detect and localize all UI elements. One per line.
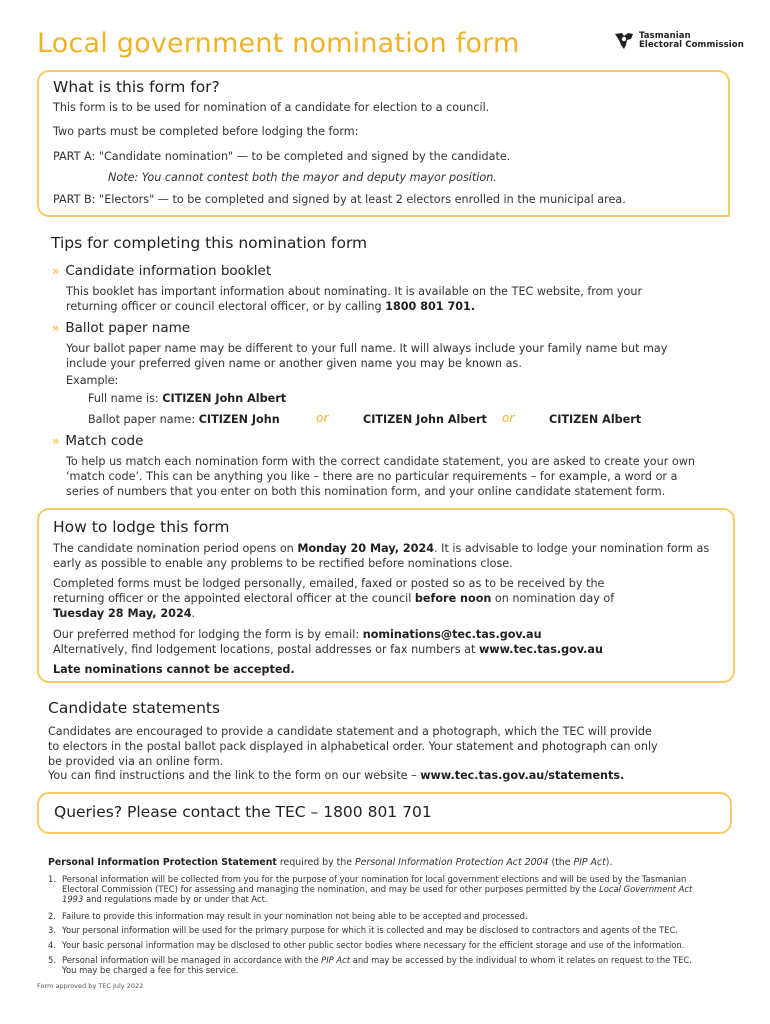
match-line-2: ‘match code’. This can be anything you like – there are no particular requirements – for example, a word or a [66,470,678,483]
privacy-item-1-line-2a: Electoral Commission (TEC) for assessing and managing the nomination, and may be used for other purposes permitted by the [62,884,597,894]
privacy-item-1-line-1: Personal information will be collected from you for the purpose of your nomination for local government elections and will be used by the Tasmanian [62,874,687,884]
nomination-close-date: Tuesday 28 May, 2024 [53,607,192,620]
before-noon: before noon [414,592,492,605]
match-line-3: series of numbers that you enter on both this nomination form, and your online candidate statement form. [66,485,666,498]
late-nominations-text: Late nominations cannot be accepted. [53,663,295,676]
privacy-item-1-line-2 [62,884,692,895]
privacy-item-4-number: 4. [48,940,56,950]
booklet-line-2 [66,299,475,314]
lodge-line-5: Tuesday 28 May, 2024. [53,607,196,620]
ballotname-option-3-text: CITIZEN Albert [549,413,642,426]
pip-act-abbr: PIP Act [573,857,606,868]
ballot-heading-text: Ballot paper name [65,320,191,336]
tips-heading: Tips for completing this nomination form [51,234,368,252]
privacy-item-2: Failure to provide this information may result in your nomination not being able to be accepted and processed. [62,911,528,921]
part-a-note: Note: You cannot contest both the mayor and deputy mayor position. [108,171,497,184]
ballotname-label: Ballot paper name: [88,413,196,426]
lodge-line-6 [53,627,542,642]
lodge-line-4a: returning officer or the appointed electoral officer at the council [53,592,412,605]
part-b-text: "Electors" — to be completed and signed by at least 2 electors enrolled in the municipal area. [99,193,626,206]
privacy-heading-bold: Personal Information Protection Statement [48,857,277,868]
match-line-1: To help us match each nomination form with the correct candidate statement, you are asked to create your own [66,455,695,468]
booklet-heading-text: Candidate information booklet [65,263,272,279]
lodge-line-4c: on nomination day of [494,592,615,605]
lodge-line-1a: The candidate nomination period opens on [53,542,294,555]
booklet-line-1: This booklet has important information about nominating. It is available on the TEC website, from your [66,285,643,298]
bullet-icon: » [52,264,60,278]
part-a-label: PART A: [53,150,96,163]
local-government-act: Local Government Act [599,884,693,894]
act-year: 1993 [62,894,84,904]
privacy-item-5-number: 5. [48,955,56,965]
nominations-email-link[interactable]: nominations@tec.tas.gov.au [362,628,542,641]
what-p2: Two parts must be completed before lodging the form: [53,125,359,138]
bullet-icon: » [52,321,60,335]
privacy-item-1-line-3b: and regulations made by or under that Act. [86,894,268,904]
statements-line-1: Candidates are encouraged to provide a candidate statement and a photograph, which the TEC will provide [48,725,652,738]
statements-line-4a: You can find instructions and the link to the form on our website – [48,769,417,782]
ballotname-option-2-text: CITIZEN John Albert [363,413,487,426]
page-title: Local government nomination form [37,28,520,59]
privacy-act-name: Personal Information Protection Act 2004 [355,857,549,868]
statements-heading: Candidate statements [48,699,221,717]
lodge-line-3: Completed forms must be lodged personally, emailed, faxed or posted so as to be received by the [53,577,605,590]
privacy-heading-paren-close: ). [605,857,613,868]
ballotname-option-1: CITIZEN John [198,413,280,426]
privacy-heading-mid: required by the [279,857,353,868]
part-a-text: "Candidate nomination" — to be completed and signed by the candidate. [98,150,511,163]
privacy-item-5-line-1 [62,955,692,966]
statements-link[interactable]: www.tec.tas.gov.au/statements. [420,769,625,782]
lodge-heading: How to lodge this form [53,518,230,536]
nomination-open-date: Monday 20 May, 2024 [297,542,435,555]
lodge-line-7 [53,642,603,657]
booklet-line-2-text: returning officer or council electoral officer, or by calling [66,300,382,313]
or-separator-2: or [502,411,515,425]
privacy-item-5-line-1a: Personal information will be managed in accordance with the [62,955,319,965]
ballotname-row [88,412,280,427]
ballot-line-1: Your ballot paper name may be different to your full name. It will always include your family name but may [66,342,668,355]
example-label: Example: [66,374,119,387]
ballot-heading [52,320,190,336]
pip-act-ref: PIP Act [321,955,351,965]
queries-text: Queries? Please contact the TEC – 1800 801 701 [54,803,432,821]
what-heading: What is this form for? [53,78,220,96]
booklet-phone: 1800 801 701. [385,300,476,313]
privacy-heading [48,857,612,869]
booklet-heading [52,263,271,279]
fullname-label: Full name is: [88,392,159,405]
logo-line-1: Tasmanian [639,31,691,41]
fullname-value: CITIZEN John Albert [162,392,287,405]
statements-line-4 [48,768,624,783]
tec-website-link[interactable]: www.tec.tas.gov.au [478,643,603,656]
part-b [53,192,626,207]
lodge-line-6a: Our preferred method for lodging the form is by email: [53,628,360,641]
bullet-icon: » [52,434,60,448]
ballotname-option-3 [549,412,641,427]
privacy-item-5-line-1c: and may be accessed by the individual to whom it relates on request to the TEC. [352,955,692,965]
what-p1: This form is to be used for nomination of a candidate for election to a council. [53,101,490,114]
part-a [53,149,510,164]
privacy-item-1-line-3 [62,894,268,905]
lodge-line-4 [53,591,614,606]
lodge-line-1c: . It is advisable to lodge your nomination form as [434,542,710,555]
late-nominations [53,662,295,677]
privacy-item-1-number: 1. [48,874,56,884]
match-heading [52,433,143,449]
lodge-line-7a: Alternatively, find lodgement locations, postal addresses or fax numbers at [53,643,476,656]
privacy-heading-paren-open: (the [551,857,571,868]
tec-logo [614,32,744,50]
privacy-item-2-number: 2. [48,911,56,921]
statements-line-3: be provided via an online form. [48,755,224,768]
logo-line-2: Electoral Commission [639,40,744,50]
privacy-item-4: Your basic personal information may be disclosed to other public sector bodies where necessary for the efficient storage and use of the information. [62,940,685,950]
privacy-item-5-line-2: You may be charged a fee for this service. [62,965,239,975]
or-separator-1: or [316,411,329,425]
lodge-line-1 [53,541,709,556]
ballotname-option-2 [363,412,487,427]
fullname-row [88,391,286,406]
ballot-line-2: include your preferred given name or another given name you may be known as. [66,357,522,370]
privacy-item-3: Your personal information will be used for the primary purpose for which it is collected and may be disclosed to contractors and agents of the TEC. [62,925,679,935]
part-b-label: PART B: [53,193,96,206]
lodge-line-2: early as possible to enable any problems to be rectified before nominations close. [53,557,513,570]
form-approval-footer: Form approved by TEC July 2022 [37,982,144,990]
match-heading-text: Match code [65,433,144,449]
statements-line-2: to electors in the postal ballot pack displayed in alphabetical order. Your statement and photograph can only [48,740,658,753]
privacy-item-3-number: 3. [48,925,56,935]
tasmania-logo-icon [614,32,634,50]
